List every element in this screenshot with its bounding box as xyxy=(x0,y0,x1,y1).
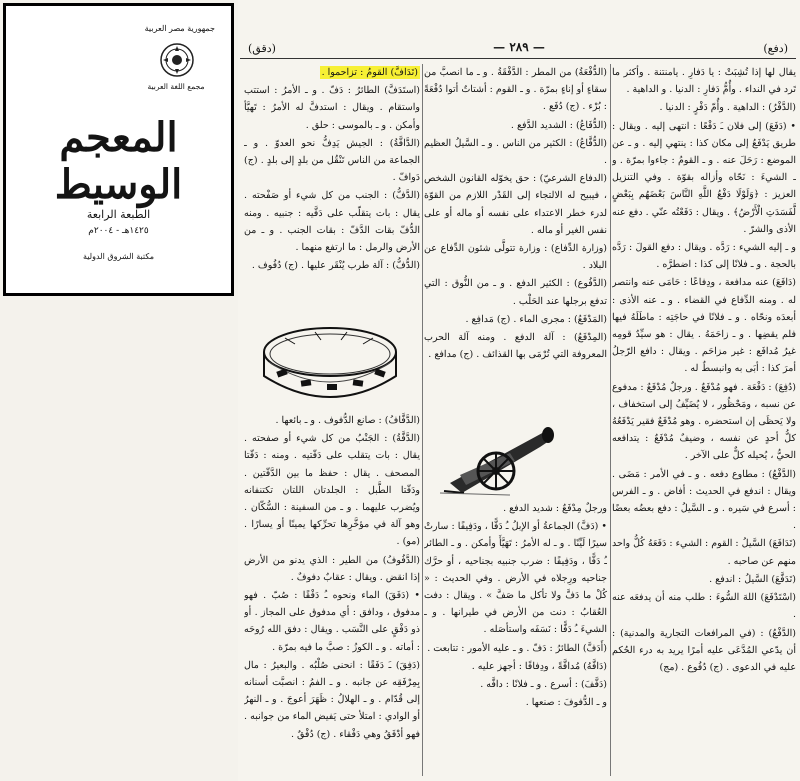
entry-text: (المِدْفَعُ) : آلة الدفع . ومنه آلة الحرب المعروفة التي تُرْمَى بها القذائف . (ج) مدافع . xyxy=(424,332,607,361)
entry-text: (الدَّفَّةُ) : الجَنْبُ من كل شيء أو صفحته . يقال : بات يتقلب على دَفّتيه . ومنه : دَفّتا المصحف . يقال : حفظ ما بين الدَّفّتين . ودَفّتا الطَّبل : الجلدتان اللتان تكتنفانه ويُضرب عليهما . و ـ من السفينة : السُّكّان . وهو آلة في مؤخَّرِها تحرِّكها يمينًا أو يسارًا . (مو) . xyxy=(244,433,420,548)
entry-text: • (دَفَعَ) إلى فلان ـَ دَفْعًا : انتهى إليه . ويقال : طريق يَدْفَعُ إلى مكان كذا : ينتهي إليه . و ـ عن الموضع : رَحَلَ عنه . و ـ القومُ : جاءوا بمرّة . و ـ الشيءَ : نَحّاه وأزاله بقوّة . وفي التنزيل العزيز : ﴿وَلَوْلَا دَفْعُ اللَّهِ النَّاسَ بَعْضَهُم بِبَعْضٍ لَّفَسَدَتِ الْأَرْضُ﴾ . ويقال : دَفَعْتُه عنّي . دفع عنه الأذى والشرّ . xyxy=(612,120,796,235)
entry-text: • (دَفَقَ) الماء ونحوه ـُ دَفْقًا : صُبّ . فهو مدفوق ، ودافق : أي مدفوق على المجاز . أو ذو دَفْقٍ على النَّسَب . ويقال : دفق الله رُوحَه : أماته . و ـ الكوزُ : صبَّ ما فيه بمرّة . xyxy=(244,590,420,653)
entry-text: (أَدَفَّ) الطائرُ : دَفّ . و ـ عليه الأمور : تتابعت . xyxy=(427,642,607,654)
entry-text: (الدفاع الشرعيّ) : حق يخوّله القانون الشخص ، فيبيح له الالتجاء إلى القَدْر اللازم من القوّة لدرء خطر الاعتداء على نفسه أو ماله أو على نفس الغير أو ماله . xyxy=(424,173,607,236)
entry-text: (دُفِعَ) : دَفْعَة . فهو مُدْفَعٌ . ورجلٌ مُدْفَعٌ : مدفوع عن نسبه ، ومَحْظُور ، لا يُضَيِّفُ إلى استخفاف ، ولا يَحظَى إن استحضره . وهو مُدْفَعٌ فقير يَدْفَعُهُ كلُّ أحدٍ عن نفسه ، وضيفٌ مُدْفَعٌ : يتدافعه الحيُّ ، يُحيله كلٌّ على الآخر . xyxy=(612,381,796,462)
entry-text: (الدَّفْرُ) : الداهية . وأُمّ دَفْرٍ : الدنيا . xyxy=(659,102,796,114)
cannon-illustration xyxy=(440,413,568,497)
column-middle-bottom xyxy=(424,500,607,776)
page-number: — ٢٨٩ — xyxy=(493,40,545,54)
column-left-top xyxy=(244,64,420,310)
entry-text: (دَافَّهُ) مُدافَّةً ، ودِفافًا : أجهز عليه . xyxy=(471,660,607,672)
entry-text: و ـ إليه الشيء : رَدَّه . ويقال : دفع القولَ : رَدَّه بالحجة . و ـ فلانًا إلى كذا : اضطرَّه . xyxy=(612,242,796,271)
highlighted-entry: (تَدَافَّ) القومُ : تزاحموا . xyxy=(321,67,418,78)
book-cover xyxy=(3,3,234,296)
entry-text: (الدَّفَّافُ) : صانع الدُّفوف . و ـ بائعها . xyxy=(275,415,420,426)
cover-year: ١٤٢٥هـ - ٢٠٠٤م xyxy=(88,226,149,236)
entry-text: (الدَّفُوع) : الكثير الدفع . و ـ من النُّوق : التي تدفع برجلها عند الحَلْب . xyxy=(424,278,607,307)
academy-emblem-icon xyxy=(159,42,195,78)
entry-text: (الدَّفْعُ) : (في المرافعات التجارية والمدنية) : أن يدّعي المُدَّعَى عليه أمرًا يريد به درء الحُكم عليه في الدعوى . (ج) دُفُوع . (مج) xyxy=(612,627,796,673)
running-head xyxy=(238,40,800,58)
entry-text: (دَفَّفَ) : أسرع . و ـ فلانًا : دافَّه . xyxy=(480,679,607,691)
entry-text: (الدُّفُّ) : آلة طرب يُنْقَر عليها . (ج) دُفُوف . xyxy=(251,260,420,272)
guide-word-right: (دفع) xyxy=(763,42,788,55)
cover-publisher: مكتبة الشروق الدولية xyxy=(82,252,155,261)
entry-text xyxy=(244,64,420,81)
entry-text: ورجلٌ مِدْفَعٌ : شديد الدفع . xyxy=(503,503,607,514)
entry-text: (وزارة الدِّفاع) : وزارة تتولَّى شئون الدِّفاع عن البلاد . xyxy=(424,243,607,272)
guide-word-left: (دقق) xyxy=(248,42,276,55)
entry-text: (دَافَعَ) عنه مدافعة ، ودِفاعًا : حَامَى عنه وانتصر له . ومنه الدِّفاع في القضاء . و ـ عنه الأذى : أبعدَه ونحّاه . و ـ فلانًا في حاجَتِه : ماطَلَهُ فيها فلم يقضِها . و ـ زاحَمَهُ . يقال : هو سيِّدٌ قومِه غيرُ مُدافَع : غير مزاحَم . ويقال : دافع الرّجلُ أمرَ كذا : أبَى به وانبسطٌ له . xyxy=(612,277,796,375)
column-right xyxy=(612,64,796,774)
entry-text: و ـ الدُّفوفَ : صنعها . xyxy=(525,697,607,709)
entry-text: (الدَّافَّةُ) : الجيش يَدِفُّ نحو العدوّ . و ـ الجماعة من الناس تَنْقُل من بلدٍ إلى بلدٍ . (ج) دَوافّ . xyxy=(244,137,420,184)
header-rule xyxy=(240,58,796,59)
entry-text: (الدَّفُوفُ) من الطير : الذي يدنو من الأرض إذا انقض . ويقال : عقابٌ دفوفٌ . xyxy=(244,554,420,583)
entry-text: (الدَّفُّ) : الجنب من كل شيء أو صَفْحته . يقال : بات يتقلّب على دَفَّيه : جنبيه . ومنه الدُّفّ بقات الدَّفّ : بقات الجنب . و ـ من الأرض والرمل : ما ارتفع منهما . xyxy=(244,190,420,254)
entry-text: يقال لها إذا تُشِبَتْ : يا دَفارِ . يامنتنة . وأكثر ما تَرد في النداء . وأُمُّ دَفارِ : الدنيا . و الداهية . xyxy=(612,67,796,96)
entry-text: (الدُّفَّاعُ) : الكثير من الناس . و ـ السَّيلُ العظيم . xyxy=(424,137,607,167)
cover-republic-text: جمهورية مصر العربية xyxy=(144,24,215,33)
entry-text: (الدُّفَاعُ) : الشديد الدَّفع . xyxy=(510,119,607,131)
entry-text: (المَدْفَعُ) : مجرى الماء . (ج) مَدافِع . xyxy=(465,313,607,325)
column-middle-top xyxy=(424,64,607,414)
entry-text: (دَفِقَ) ـَ دَفَقًا : انحنى صُلْبُه . والبعيرُ : مال بِمِرْفَقِه عن جانبه . و ـ الفمُ : انصبَّت أسنانه إلى قُدّام . و ـ الهلالُ : ظَهَرَ أعوجَ . و ـ النهرُ أو الوادي : امتلأ حتى يَفيض الماء من جوانبه . فهو أدْفَقُ وهي دَفْقاء . (ج) دُفْقٌ . xyxy=(244,659,420,740)
entry-text: (الدُّفْعَةُ) من المطر : الدَّفْقَةُ . و ـ ما انصبَّ من سقاءٍ أو إناءٍ بمرّة . و ـ القوم : أشتاتٌ أتوا دُفْعَةً : بُرْء . (ج) دُفَع . xyxy=(424,67,607,113)
entry-text: (اسْتَدْفَعَ) اللهَ السُّوءَ : طلب منه أن يدفعَه عنه . xyxy=(612,592,796,621)
entry-text: (تَدَافَعَ) السَّيلُ : القوم : الشيء : دَفَعَهُ كُلُّ واحد منهم عن صاحبه . xyxy=(612,538,796,567)
entry-text: (استَدَفَّ) الطائرُ : دَفّ . و ـ الأمرُ : استتب واستقام . ويقال : استدفَّ له الأمرُ : تَهيَّأ وأمكن . و ـ بالموسى : حلق . xyxy=(244,85,420,131)
column-left-bottom xyxy=(244,412,420,776)
tambourine-illustration xyxy=(255,318,405,410)
column-divider xyxy=(422,64,423,776)
entry-text: (تَدَفَّعَ) السَّيلُ : اندفع . xyxy=(709,573,796,585)
cover-edition: الطبعة الرابعة xyxy=(86,208,151,221)
entry-text: (الدَّفْعُ) : مطاوع دفعه . و ـ في الأمر : مَضَى . ويقال : اندفع في الحديث : أفاض . و ـ الفرس : أسرع في سَيره . و ـ السَّيلُ : دفع بعضُه بعضًا . xyxy=(612,468,796,532)
cover-academy-name: مجمع اللغة العربية xyxy=(147,82,205,91)
column-divider xyxy=(610,64,611,776)
entry-text: • (دَفَّ) الجماعةُ أو الإبلُ ـُ دَفًّا ، ودَفِيفًا : سارتْ سيرًا لَيِّنًا . و ـ له الأمرُ : تَهَيَّأَ وأمكن . و ـ الطائر ـُ دَفًّا ، ودَفِيفًا : ضرب جنبيه بجناحيه ، أو حرَّك جناحيه ورِجلاه في الأرض . وفي الحديث : « كُلْ ما دَفَّ ولا تأكل ما صَفَّ » . ويقال : دفت العُقابُ : دنت من الأرض في طيرانها . و ـ الشيءَ ـُ دَفًّا : نَسَفَه واستأصَله . xyxy=(424,521,607,636)
cover-title: المعجم الوسيط xyxy=(54,114,183,208)
